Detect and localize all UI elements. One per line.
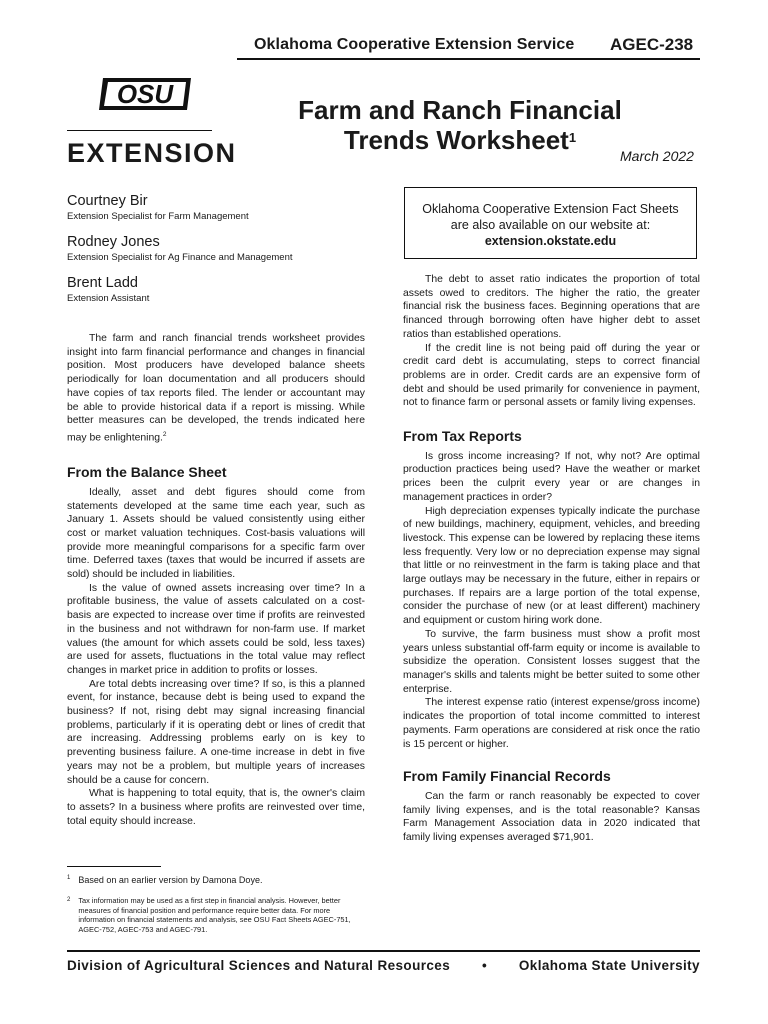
title-line-2: Trends Worksheet (343, 125, 569, 155)
paragraph: Is gross income increasing? If not, why not? Are optimal production practices being used? Have the weather or market prices been the culprit every year or are changes in management practices in order? (403, 450, 700, 503)
author-role: Extension Specialist for Ag Finance and Management (67, 252, 293, 263)
heading-balance-sheet: From the Balance Sheet (67, 464, 227, 481)
footer (67, 958, 700, 973)
notice-line-2: are also available on our website at: (450, 218, 651, 232)
footnote-rule (67, 866, 161, 867)
author-name: Courtney Bir (67, 193, 148, 209)
author-name: Brent Ladd (67, 275, 138, 291)
header-rule (237, 58, 700, 60)
service-name: Oklahoma Cooperative Extension Service (254, 36, 575, 53)
title-line-1: Farm and Ranch Financial (298, 95, 622, 125)
osu-logo (95, 72, 195, 121)
paragraph: What is happening to total equity, that is, the owner's claim to assets? In a business where profits are reinvested over time, total equity should increase. (67, 788, 365, 827)
left-column (67, 332, 365, 828)
notice-line-1: Oklahoma Cooperative Extension Fact Sheets (422, 202, 679, 216)
footnote-mark: 2 (162, 430, 167, 438)
author-block (67, 193, 249, 222)
author-role: Extension Specialist for Farm Management (67, 211, 249, 222)
extension-wordmark: EXTENSION (67, 138, 237, 168)
title-footnote-mark: 1 (568, 130, 577, 145)
footnote-2: $^2$ Tax information may be used as a first step in financial analysis. However, better measures of financial position and performance require better data. For more information on financial statements and analysis, see OSU Fact Sheets AGEC-751, AGEC-752, AGEC-753 and AGEC-791. (67, 896, 351, 934)
footer-division: Division of Agricultural Sciences and Natural Resources (67, 958, 451, 973)
paragraph: To survive, the farm business must show a profit most years unless substantial off-farm equity or income is available to subsidize the operation. Consistent losses suggest that the manager's skills and talents might be better suited to some other enterprise. (403, 628, 700, 695)
paragraph: Are total debts increasing over time? If so, is this a planned event, for instance, because debt is being used to expand the business? If not, rising debt may signal increasing financial problems, particularly if it is operating debt or lines of credit that are increasing. Addressing problems early on is key to preventing business failure. A one-time increase in debt in five years may not be a problem, but multiple years of increases should be a cause for concern. (67, 678, 365, 786)
website-notice-box (404, 187, 697, 259)
footnote-1: $^1$ Based on an earlier version by Damona Doye. (67, 875, 263, 885)
logo-rule (67, 130, 212, 131)
footer-rule (67, 950, 700, 952)
document-title (230, 95, 690, 155)
author-name: Rodney Jones (67, 234, 160, 250)
intro-paragraph: The farm and ranch financial trends worksheet provides insight into farm financial performance and changes in financial position. Most producers have developed balance sheets periodically for loan documentation and all producers should have copies of tax reports filed. The lender or accountant may be able to provide historical data if a report is missing. While better measures can be developed, the trends indicated here may be enlightening.$^2$ (67, 333, 365, 444)
publication-date: March 2022 (620, 148, 694, 164)
paragraph: Is the value of owned assets increasing over time? In a profitable business, the value of assets calculated on a cost-basis are expected to increase over time if profits are reinvested in the business and not withdrawn for non-farm use. If market values (the amount for which assets could be sold, less taxes) are used for assets, fluctuations in the total value may reflect changes in market price in addition to profits or losses. (67, 582, 365, 676)
website-link[interactable]: extension.okstate.edu (484, 234, 617, 248)
footer-separator: • (481, 958, 488, 973)
paragraph: Can the farm or ranch reasonably be expected to cover family living expenses, and is the total reasonable? Kansas Farm Management Association data in 2020 indicated that family living expenses averaged $71,901. (403, 790, 700, 844)
paragraph: The debt to asset ratio indicates the proportion of total assets owed to creditors. The higher the ratio, the greater financial risk the business faces. Beginning operations that are financed through borrowing often have higher debt to asset ratios than established operations. (403, 274, 700, 340)
fact-sheet-code: AGEC-238 (610, 35, 694, 54)
paragraph: High depreciation expenses typically indicate the purchase of new buildings, machinery, equipment, vehicles, and breeding livestock. This expense can be lowered by replacing these items less frequently. Very low or no depreciation expense may signal that little or no reinvestment in the farm is taking place and that large outlays may be necessary in the future, either in repairs or purchases. If repairs are a large portion of the total expense, consider the purchase of new (or at least different) machinery and equipment or custom hiring work done. (403, 505, 700, 627)
heading-family-records: From Family Financial Records (403, 768, 611, 785)
paragraph: The interest expense ratio (interest expense/gross income) indicates the proportion of total income committed to interest payments. Farm operations are considered at risk once the ratio is 15 percent or higher. (403, 697, 700, 750)
author-role: Extension Assistant (67, 293, 150, 304)
author-block (67, 234, 293, 263)
heading-tax-reports: From Tax Reports (403, 428, 522, 445)
footer-university: Oklahoma State University (518, 958, 700, 973)
paragraph: Ideally, asset and debt figures should come from statements developed at the same time each year, such as January 1. Assets should be valued consistently using either cost or market valuation techniques. Cost-basis valuations will provide more meaningful comparisons for a specific farm over time. Deferred taxes (taxes that would be incurred if assets are sold) should be included in liabilities. (67, 486, 365, 581)
right-column (403, 273, 700, 845)
author-block (67, 275, 149, 304)
paragraph: If the credit line is not being paid off during the year or credit card debt is accumulating, steps to correct financial problems are in order. Credit cards are an expensive form of debt and should be used primarily for convenience in payment, not to finance farm or personal assets or family living expenses. (403, 342, 700, 409)
logo-text: OSU (116, 79, 174, 109)
